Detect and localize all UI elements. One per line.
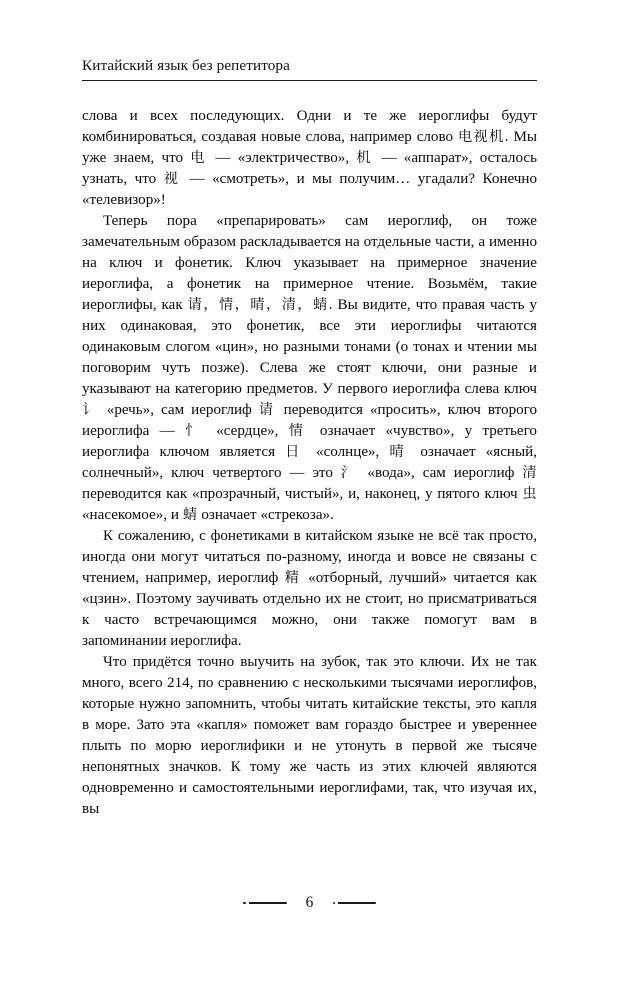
- folio-bar-left: [249, 902, 287, 904]
- text-run: слова и всех последующих. Одни и те же иероглифы будут комбинироваться, создавая новые слова, например слово: [82, 108, 537, 145]
- page-folio: [0, 895, 619, 910]
- folio-ornament-left: [243, 902, 286, 904]
- text-run: означает «ясный, солнечный», ключ четвертого — это: [82, 444, 537, 481]
- text-run: «вода», сам иероглиф: [359, 465, 523, 481]
- folio-dot-left: [243, 902, 245, 904]
- text-run: «речь», сам иероглиф: [99, 402, 259, 418]
- folio-bar-right: [338, 902, 376, 904]
- cjk-glyph: 忄: [184, 423, 206, 439]
- header-rule: [82, 80, 537, 81]
- cjk-glyph: 清: [522, 465, 537, 481]
- text-run: — «электричество»,: [208, 150, 357, 166]
- cjk-glyph: 精: [284, 570, 302, 586]
- body-text: [82, 106, 537, 820]
- text-run: «солнце»,: [305, 444, 390, 460]
- cjk-glyph: 电: [190, 150, 209, 166]
- text-run: «отборный, лучший» читается как «цзин». Поэтому заучивать отдельно их не стоит, но присматриваться к часто встречающимся можно, они также помогут вам в запоминании иероглифа.: [82, 570, 537, 649]
- paragraph-4: [82, 652, 537, 820]
- page-number: 6: [305, 894, 314, 911]
- cjk-glyph: 情: [288, 423, 310, 439]
- cjk-glyph: 日: [285, 444, 306, 460]
- cjk-glyph: 视: [163, 171, 182, 187]
- page-content: [82, 56, 537, 820]
- cjk-glyph: 电视机: [457, 129, 505, 145]
- text-run: переводится как «прозрачный, чистый», и, наконец, у пятого ключ: [82, 486, 523, 502]
- text-run: Что придётся точно выучить на зубок, так это ключи. Их не так много, всего 214, по сравнению с несколькими тысячами иероглифов, которые нужно запомнить, чтобы читать китайские тексты, это капля в море. Зато эта «капля» поможет вам гораздо быстрее и увереннее плыть по морю иероглифики и не утонуть в первой же тысяче непонятных значков. К тому же часть из этих ключей являются одновременно и самостоятельными иероглифами, так, что изучая их, вы: [82, 654, 537, 817]
- text-run: — «смотреть», и мы получим… угадали? Конечно «телевизор»!: [82, 171, 537, 208]
- text-run: — «аппарат», осталось узнать, что: [82, 150, 537, 187]
- cjk-glyph: 晴: [389, 444, 411, 460]
- paragraph-2: [82, 211, 537, 526]
- text-run: «насекомое», и: [82, 507, 183, 523]
- text-run: «сердце»,: [205, 423, 289, 439]
- cjk-glyph: 请，情，晴，清，蜻: [187, 297, 329, 313]
- cjk-glyph: 请: [258, 402, 277, 418]
- paragraph-3: [82, 526, 537, 652]
- text-run: К сожалению, с фонетиками в китайском языке не всё так просто, иногда они могут читаться по-разному, иногда и вовсе не связаны с чтением, например, иероглиф: [82, 528, 537, 586]
- running-header: Китайский язык без репетитора: [82, 57, 290, 74]
- text-run: . Мы уже знаем, что: [82, 129, 538, 166]
- paragraph-1: [82, 106, 537, 211]
- folio-dot-right: [333, 902, 335, 904]
- text-run: означает «чувство», у третьего иероглифа ключом является: [82, 423, 537, 460]
- cjk-glyph: 蜻: [182, 507, 198, 523]
- text-run: переводится «просить», ключ второго иероглифа —: [82, 402, 538, 439]
- cjk-glyph: 机: [356, 150, 375, 166]
- cjk-glyph: 讠: [82, 402, 100, 418]
- text-run: . Вы видите, что правая часть у них одинаковая, это фонетик, все эти иероглифы читаются одинаковым слогом «цин», но разными тонами (о тонах и чтении мы поговорим чуть позже). Слева же стоят ключи, они разные и указывают на категорию предметов. У первого иероглифа слева ключ: [82, 297, 537, 397]
- text-run: означает «стрекоза».: [197, 507, 334, 523]
- cjk-glyph: 虫: [522, 486, 537, 502]
- folio-ornament-right: [333, 902, 376, 904]
- cjk-glyph: 氵: [340, 465, 360, 481]
- text-run: Теперь пора «препарировать» сам иероглиф, он тоже замечательным образом раскладывается на отдельные части, а именно на ключ и фонетик. Ключ указывает на примерное значение иероглифа, а фонетик на примерное чтение. Возьмём, такие иероглифы, как: [82, 213, 537, 313]
